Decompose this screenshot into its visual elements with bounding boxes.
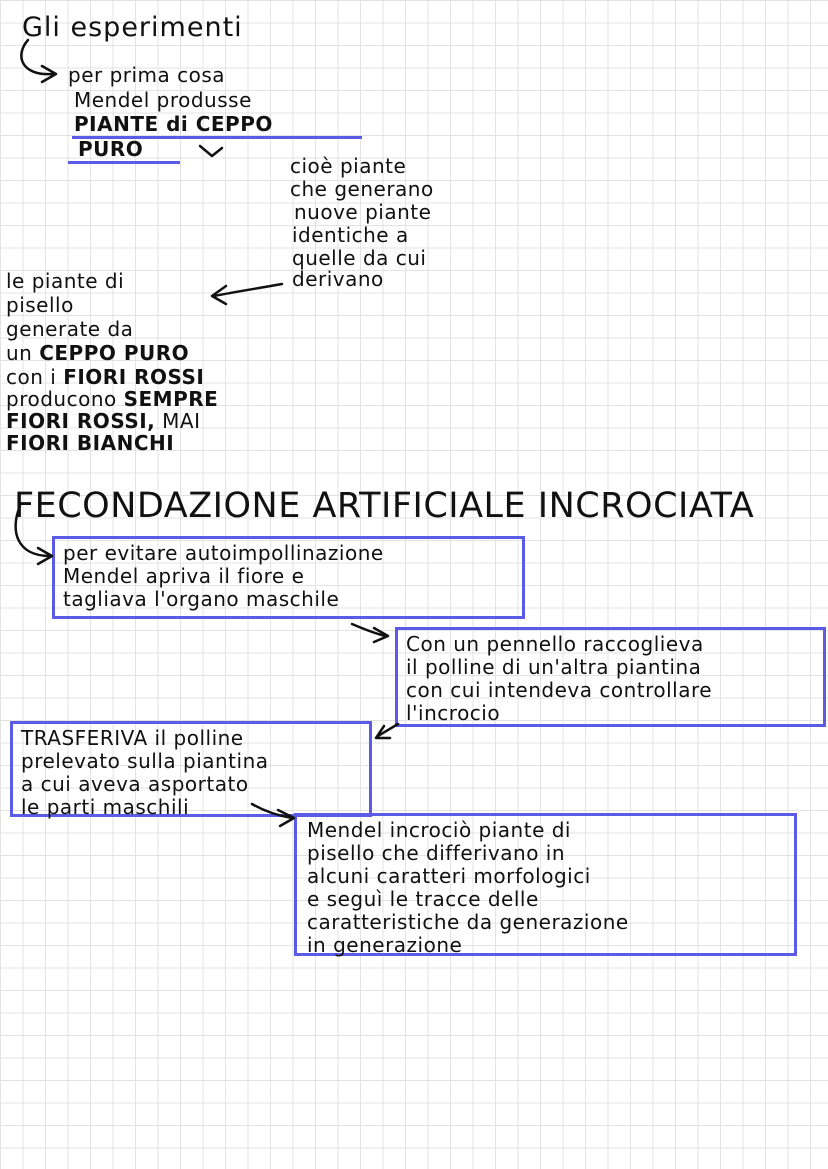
section-title: FECONDAZIONE ARTIFICIALE INCROCIATA	[14, 486, 755, 526]
example-line-7-post: MAI	[162, 409, 201, 433]
definition-line-5: quelle da cui	[292, 246, 427, 270]
step-3-line-2: prelevato sulla piantina	[21, 749, 269, 773]
step1-to-step2-arrow-icon	[352, 624, 388, 642]
step-3-line-1: TRASFERIVA il polline	[21, 726, 244, 750]
step-2-line-1: Con un pennello raccoglieva	[406, 632, 704, 656]
definition-line-4: identiche a	[292, 223, 409, 247]
step-2-line-4: l'incrocio	[406, 701, 501, 725]
example-line-7-bold: FIORI ROSSI,	[6, 409, 156, 433]
intro-line-2: Mendel produsse	[74, 88, 252, 112]
step-4-line-3: alcuni caratteri morfologici	[307, 864, 591, 888]
intro-line-1: per prima cosa	[68, 63, 226, 87]
page-title: Gli esperimenti	[22, 12, 243, 43]
example-line-2: pisello	[6, 293, 74, 317]
step-1-line-1: per evitare autoimpollinazione	[63, 541, 384, 565]
definition-line-6: derivano	[292, 267, 384, 291]
example-line-3: generate da	[6, 317, 134, 341]
example-line-4-bold: CEPPO PURO	[39, 341, 190, 365]
example-line-6-pre: producono	[6, 387, 117, 411]
example-line-1: le piante di	[6, 269, 125, 293]
definition-to-example-arrow-icon	[212, 284, 282, 304]
step-4-line-1: Mendel incrociò piante di	[307, 818, 571, 842]
example-line-5-bold: FIORI ROSSI	[63, 365, 205, 389]
step-3-line-3: a cui aveva asportato	[21, 772, 249, 796]
example-line-4-pre: un	[6, 341, 33, 365]
step3-to-step4-arrow-icon	[252, 804, 294, 826]
example-line-6-bold: SEMPRE	[123, 387, 219, 411]
step-4-line-4: e seguì le tracce delle	[307, 887, 539, 911]
definition-line-3: nuove piante	[294, 200, 432, 224]
step-1-line-3: tagliava l'organo maschile	[63, 587, 340, 611]
example-line-5-pre: con i	[6, 365, 57, 389]
step2-to-step3-arrow-icon	[376, 724, 398, 738]
step-4-line-5: caratteristiche da generazione	[307, 910, 629, 934]
step-3-line-4: le parti maschili	[21, 795, 190, 819]
intro-highlight-1: PIANTE di CEPPO	[74, 112, 273, 136]
step-4-line-6: in generazione	[307, 933, 463, 957]
definition-line-2: che generano	[290, 177, 434, 201]
step-2-line-3: con cui intendeva controllare	[406, 678, 713, 702]
intro-highlight-2: PURO	[78, 137, 144, 161]
definition-line-1: cioè piante	[290, 154, 407, 178]
section-hook-arrow-icon	[16, 506, 52, 564]
example-line-8-bold: FIORI BIANCHI	[6, 431, 175, 455]
step-1-line-2: Mendel apriva il fiore e	[63, 564, 305, 588]
small-check-arrow-icon	[200, 146, 222, 156]
step-4-line-2: pisello che differivano in	[307, 841, 566, 865]
title-hook-arrow-icon	[21, 40, 56, 82]
step-2-line-2: il polline di un'altra piantina	[406, 655, 702, 679]
